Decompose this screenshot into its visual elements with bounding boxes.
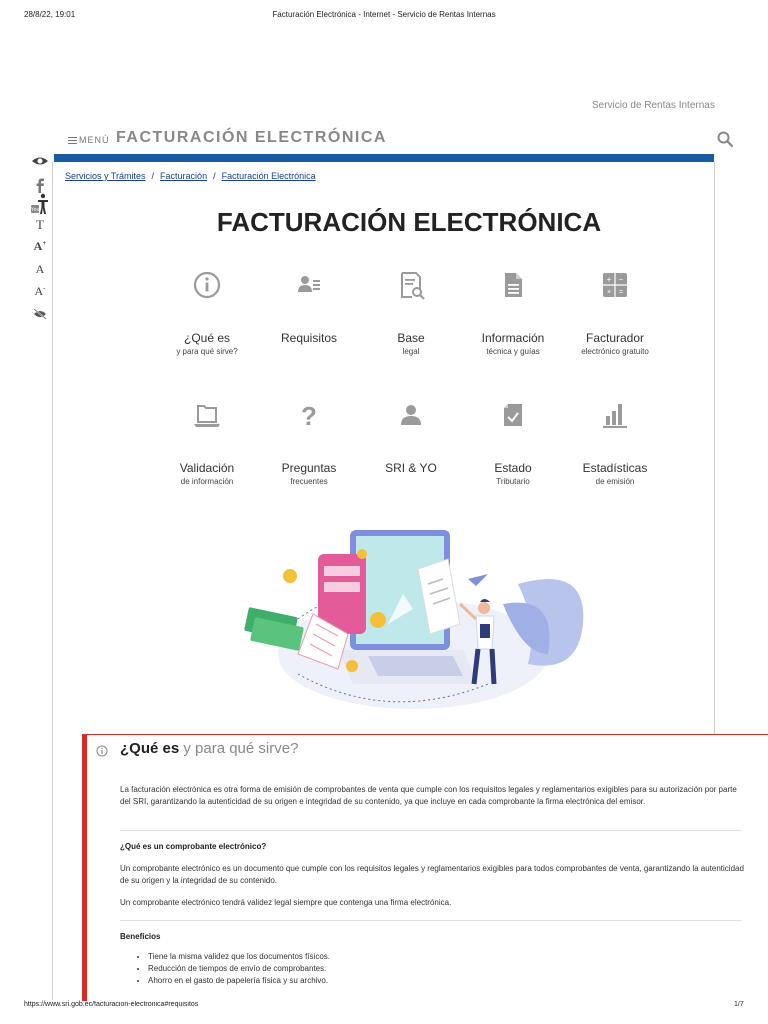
- font-normal-button[interactable]: A: [35, 262, 45, 276]
- benefits-heading: Beneficios: [120, 932, 161, 941]
- document-icon: [498, 270, 528, 300]
- list-item: • Tiene la misma validez que los documentos físicos.: [148, 951, 720, 963]
- section-title-bold: ¿Qué es: [120, 740, 180, 757]
- content-border-left: [52, 162, 53, 1000]
- page-title: FACTURACIÓN ELECTRÓNICA: [216, 207, 602, 237]
- tile-subtitle: técnica y guías: [486, 347, 540, 356]
- print-url: https://www.sri.gob.ec/facturacion-electronica#requisitos: [24, 1001, 199, 1008]
- font-increase-button[interactable]: [28, 239, 52, 254]
- calculator-icon: [600, 270, 630, 300]
- tile-title: Información: [481, 331, 545, 345]
- user-icon: [396, 400, 426, 430]
- checked-document-icon: [498, 400, 528, 430]
- tile-subtitle: legal: [402, 347, 420, 356]
- tile-subtitle: y para qué sirve?: [176, 347, 238, 356]
- intro-paragraph: La facturación electrónica es otra forma de emisión de comprobantes de venta que cumple con los requisitos legales y reglamentarios exigibles para su autorización por parte del SRI, garantizando la autenticidad de su origen e integridad de su contenido, ya que incluye en cada comprobante la firma electrónica del emisor.: [120, 785, 737, 806]
- svg-text:−: −: [618, 275, 624, 284]
- font-increase-letter: A: [33, 239, 43, 253]
- tile-title: Facturador: [585, 331, 645, 345]
- tile-title: Base: [397, 331, 425, 345]
- tile-title: Requisitos: [280, 331, 338, 345]
- tile-title: Estadísticas: [582, 461, 648, 475]
- tile-title: ¿Qué es: [183, 331, 231, 345]
- tile-facturador[interactable]: [555, 270, 675, 356]
- brand-name[interactable]: Servicio de Rentas Internas: [592, 100, 715, 111]
- list-item: • Ahorro en el gasto de papelería física y su archivo.: [148, 975, 720, 987]
- breadcrumb-servicios[interactable]: Servicios y Trámites: [65, 171, 146, 181]
- svg-text:×: ×: [606, 289, 612, 296]
- comprobante-heading: ¿Qué es un comprobante electrónico?: [120, 842, 267, 851]
- comprobante-paragraph-1: Un comprobante electrónico es un documento que cumple con los requisitos legales y reglamentarios exigibles para todos comprobantes de venta, garantizando la autenticidad de su origen y la integridad de su contenido.: [120, 864, 744, 885]
- eye-slash-icon[interactable]: [28, 308, 52, 320]
- hamburger-icon: [68, 135, 77, 146]
- tile-subtitle: de información: [180, 477, 234, 486]
- breadcrumb: [65, 171, 316, 181]
- tile-estadisticas[interactable]: [555, 400, 675, 486]
- tile-subtitle: frecuentes: [290, 477, 328, 486]
- header-accent-bar: [54, 154, 714, 162]
- plus-sign: +: [42, 239, 47, 247]
- divider: [120, 830, 742, 831]
- print-date: 28/8/22, 19:01: [24, 10, 76, 19]
- bar-chart-icon: [600, 400, 630, 430]
- breadcrumb-facturacion[interactable]: Facturación: [160, 171, 208, 181]
- breadcrumb-separator: /: [151, 171, 155, 181]
- tile-title: SRI & YO: [385, 461, 437, 475]
- section-title: [120, 740, 298, 757]
- svg-text:You: You: [30, 207, 40, 213]
- user-card-icon: [294, 270, 324, 300]
- print-page-number: 1/7: [734, 1001, 744, 1008]
- menu-button[interactable]: [68, 135, 110, 146]
- info-icon: [192, 270, 222, 300]
- list-item: • Reducción de tiempos de envío de comprobantes.: [148, 963, 720, 975]
- info-icon: [96, 745, 108, 757]
- benefits-list: [120, 951, 720, 987]
- svg-text:?: ?: [301, 401, 317, 430]
- facebook-icon[interactable]: [28, 177, 52, 193]
- text-size-tool[interactable]: T: [36, 217, 44, 232]
- eye-icon[interactable]: [28, 154, 52, 168]
- minus-sign: -: [43, 284, 46, 292]
- electronic-invoice-illustration: [238, 524, 590, 724]
- tile-title: Estado: [494, 461, 532, 475]
- tile-title: Validación: [179, 461, 235, 475]
- divider: [120, 920, 742, 921]
- laptop-folder-icon: [192, 400, 222, 430]
- question-icon: [294, 400, 324, 430]
- svg-text:=: =: [618, 289, 624, 296]
- site-title[interactable]: FACTURACIÓN ELECTRÓNICA: [116, 129, 387, 146]
- accessibility-person-icon[interactable]: [28, 193, 52, 217]
- breadcrumb-facturacion-electronica[interactable]: Facturación Electrónica: [221, 171, 316, 181]
- content-border-right: [714, 162, 715, 734]
- comprobante-paragraph-2: Un comprobante electrónico tendrá validez legal siempre que contenga una firma electrónica.: [120, 898, 452, 907]
- font-decrease-letter: A: [34, 284, 44, 298]
- tile-title: Preguntas: [281, 461, 337, 475]
- breadcrumb-separator: /: [213, 171, 216, 181]
- tile-subtitle: Tributario: [496, 477, 530, 486]
- section-title-light: y para qué sirve?: [183, 740, 299, 757]
- search-icon[interactable]: [716, 130, 734, 148]
- tile-subtitle: electrónico gratuito: [581, 347, 649, 356]
- print-doc-title: Facturación Electrónica - Internet - Servicio de Rentas Internas: [272, 10, 496, 19]
- font-decrease-button[interactable]: [28, 284, 52, 299]
- document-search-icon: [396, 270, 426, 300]
- tile-subtitle: de emisión: [595, 477, 635, 486]
- menu-label: MENÚ: [79, 135, 110, 145]
- svg-text:+: +: [606, 275, 612, 284]
